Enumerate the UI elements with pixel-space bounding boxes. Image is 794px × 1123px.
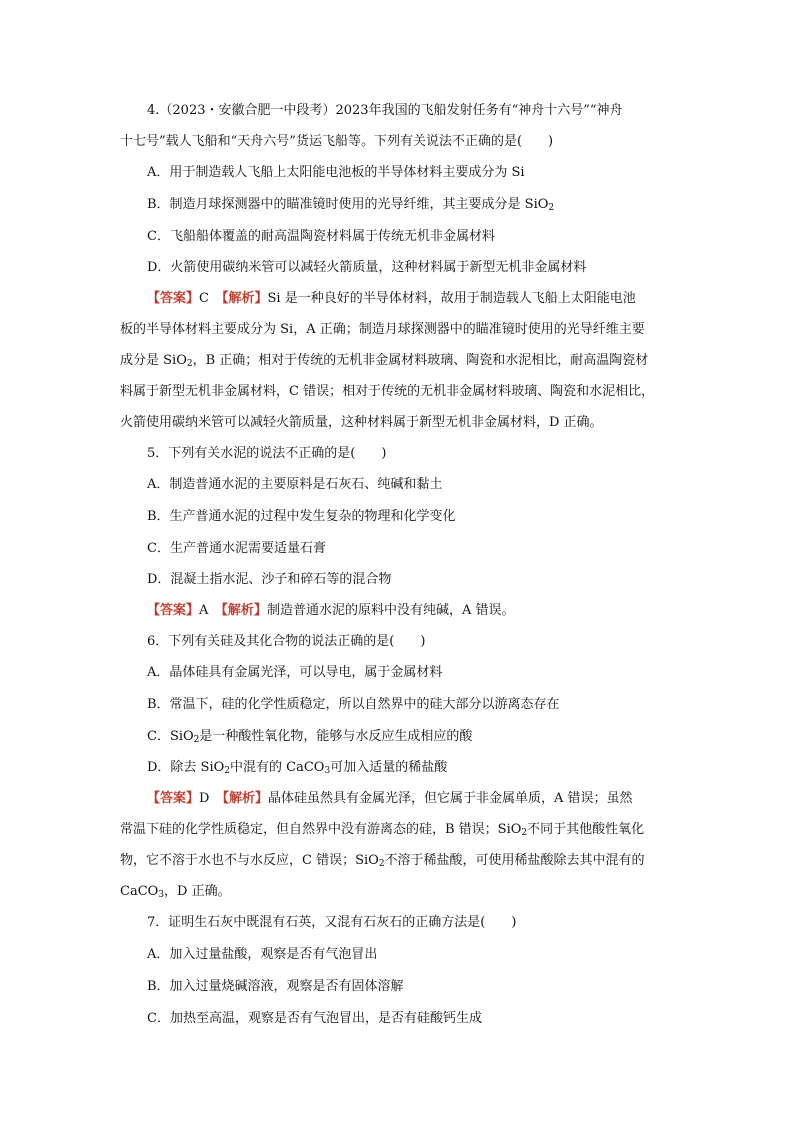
explanation-text: ，B 正确；相对于传统的无机非金属材料玻璃、陶瓷和水泥相比，耐高温陶瓷材 xyxy=(192,353,649,368)
option-text: C．SiO xyxy=(147,729,194,744)
q6-option-c xyxy=(147,726,472,748)
q4-explanation-line5: 火箭使用碳纳米管可以减轻火箭质量，这种材料属于新型无机非金属材料，D 正确。 xyxy=(120,415,603,430)
q4-stem-line1: 4.（2023・安徽合肥一中段考）2023年我国的飞船发射任务有“神舟十六号”“神舟 xyxy=(147,103,623,118)
q7-option-c: C．加热至高温，观察是否有气泡冒出，是否有硅酸钙生成 xyxy=(147,1011,482,1026)
q5-stem: 5．下列有关水泥的说法不正确的是( ) xyxy=(147,446,387,461)
explanation-text: 成分是 SiO xyxy=(120,353,187,368)
subscript: 2 xyxy=(193,735,200,745)
q4-explanation-line3 xyxy=(120,350,648,372)
option-text: 中混有的 CaCO xyxy=(230,760,325,775)
explanation-tag: 【解析】 xyxy=(221,291,268,306)
q5-option-c: C．生产普通水泥需要适量石膏 xyxy=(147,541,326,556)
q7-option-b: B．加入过量烧碱溶液，观察是否有固体溶解 xyxy=(147,979,404,994)
option-text: D．除去 SiO xyxy=(147,760,225,775)
subscript: 2 xyxy=(378,859,385,869)
q6-explanation-line3 xyxy=(120,850,645,872)
answer-tag: 【答案】 xyxy=(147,291,200,306)
explanation-text: CaCO xyxy=(120,884,159,899)
answer-tag: 【答案】 xyxy=(147,603,200,618)
q7-stem: 7．证明生石灰中既混有石英，又混有石灰石的正确方法是( ) xyxy=(147,915,517,930)
q5-option-d: D．混凝土指水泥、沙子和碎石等的混合物 xyxy=(147,572,392,587)
subscript: 3 xyxy=(324,766,331,776)
q4-option-a: A．用于制造载人飞船上太阳能电池板的半导体材料主要成分为 Si xyxy=(147,165,525,180)
explanation-text: ，D 正确。 xyxy=(164,884,231,899)
subscript: 2 xyxy=(186,359,193,369)
explanation-text: 不同于其他酸性氧化 xyxy=(527,822,645,837)
q6-option-d xyxy=(147,757,447,779)
explanation-text: 常温下硅的化学性质稳定，但自然界中没有游离态的硅，B 错误；SiO xyxy=(120,822,522,837)
q5-option-a: A．制造普通水泥的主要原料是石灰石、纯碱和黏土 xyxy=(147,477,443,492)
q4-stem-line2: 十七号”载人飞船和“天舟六号”货运飞船等。下列有关说法不正确的是( ) xyxy=(120,134,554,149)
q4-option-b xyxy=(147,194,554,216)
q5-answer xyxy=(147,600,514,622)
q6-explanation-line4 xyxy=(120,881,231,903)
q4-answer-line1 xyxy=(147,288,636,310)
answer-tag: 【答案】 xyxy=(147,791,200,806)
q6-explanation-line2 xyxy=(120,819,644,841)
q7-option-a: A．加入过量盐酸，观察是否有气泡冒出 xyxy=(147,947,378,962)
q4-option-b-subscript: 2 xyxy=(548,203,555,213)
explanation-text: 物，它不溶于水也不与水反应，C 错误；SiO xyxy=(120,853,379,868)
q4-explanation-line2: 板的半导体材料主要成分为 Si，A 正确；制造月球探测器中的瞄准镜时使用的光导纤维主要 xyxy=(120,322,645,337)
q4-explanation-line4: 料属于新型无机非金属材料，C 错误；相对于传统的无机非金属材料玻璃、陶瓷和水泥相比， xyxy=(120,384,655,399)
q6-stem: 6．下列有关硅及其化合物的说法正确的是( ) xyxy=(147,634,426,649)
q4-option-c: C．飞船船体覆盖的耐高温陶瓷材料属于传统无机非金属材料 xyxy=(147,229,495,244)
answer-letter: D xyxy=(199,791,210,806)
explanation-text: 不溶于稀盐酸，可使用稀盐酸除去其中混有的 xyxy=(384,853,645,868)
answer-letter: C xyxy=(199,291,209,306)
q6-answer-line1 xyxy=(147,788,633,810)
explanation-text: Si 是一种良好的半导体材料，故用于制造载人飞船上太阳能电池 xyxy=(267,291,636,306)
q5-option-b: B．生产普通水泥的过程中发生复杂的物理和化学变化 xyxy=(147,509,456,524)
q6-option-b: B．常温下，硅的化学性质稳定，所以自然界中的硅大部分以游离态存在 xyxy=(147,697,560,712)
answer-letter: A xyxy=(199,603,209,618)
option-text: 是一种酸性氧化物，能够与水反应生成相应的酸 xyxy=(199,729,473,744)
q4-option-d: D．火箭使用碳纳米管可以减轻火箭质量，这种材料属于新型无机非金属材料 xyxy=(147,260,587,275)
subscript: 2 xyxy=(224,766,231,776)
option-text: 可加入适量的稀盐酸 xyxy=(330,760,448,775)
q4-option-b-text: B．制造月球探测器中的瞄准镜时使用的光导纤维，其主要成分是 SiO xyxy=(147,197,549,212)
explanation-text: 制造普通水泥的原料中没有纯碱，A 错误。 xyxy=(266,603,515,618)
explanation-tag: 【解析】 xyxy=(222,791,268,806)
explanation-tag: 【解析】 xyxy=(221,603,267,618)
q6-option-a: A．晶体硅具有金属光泽，可以导电，属于金属材料 xyxy=(147,665,443,680)
subscript: 2 xyxy=(521,828,528,838)
explanation-text: 晶体硅虽然具有金属光泽，但它属于非金属单质，A 错误；虽然 xyxy=(267,791,633,806)
subscript: 3 xyxy=(158,890,165,900)
